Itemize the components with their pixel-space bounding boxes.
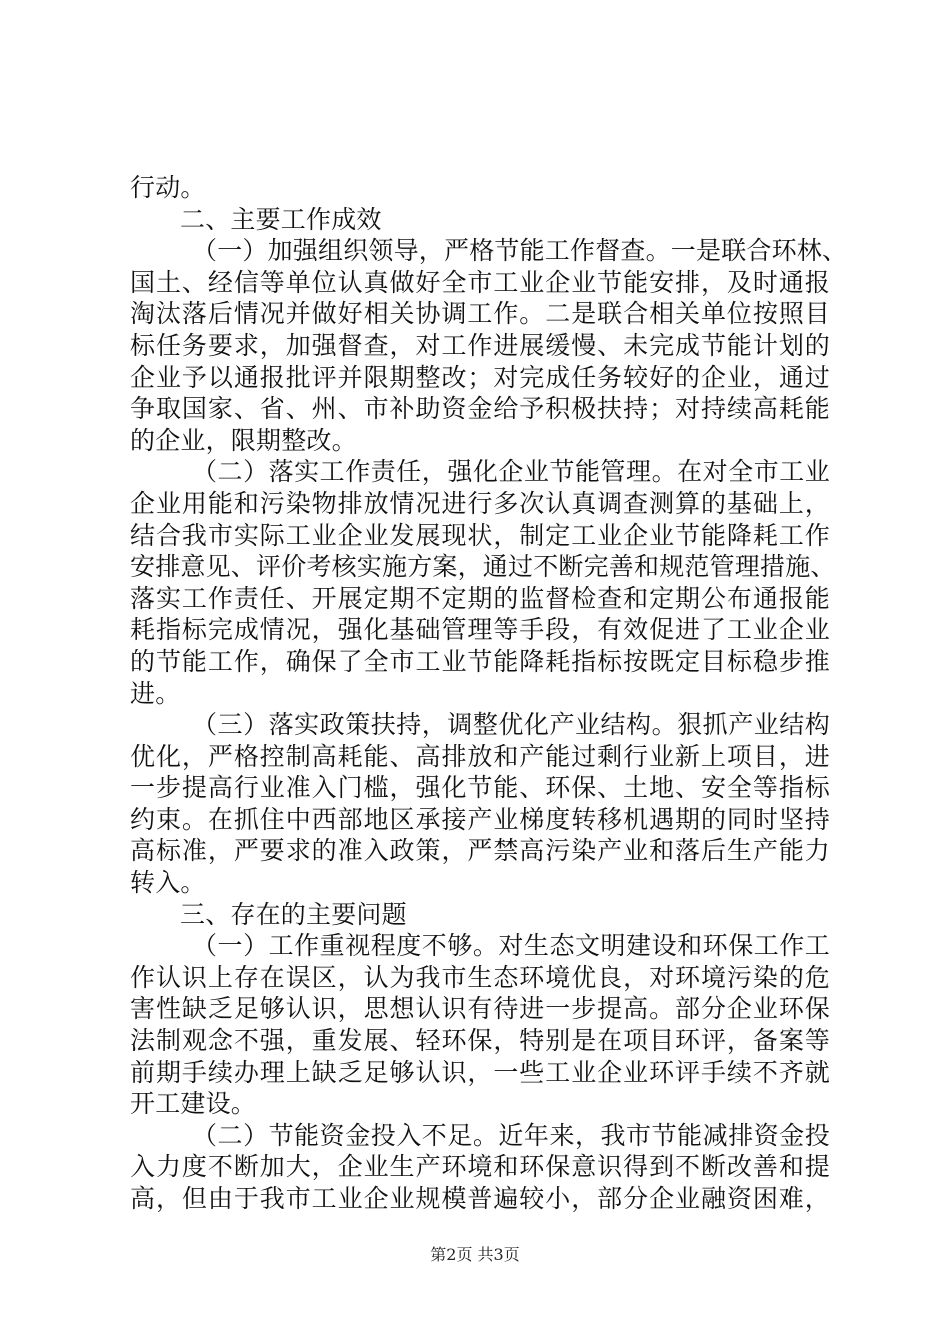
text-line: 的节能工作，确保了全市工业节能降耗指标按既定目标稳步推 <box>130 646 830 676</box>
text-line: 一步提高行业准入门槛，强化节能、环保、土地、安全等指标 <box>130 773 830 803</box>
text-line: 二、主要工作成效 <box>180 204 382 234</box>
text-line: （三）落实政策扶持，调整优化产业结构。狠抓产业结构 <box>192 710 830 740</box>
text-line: 进。 <box>130 678 181 708</box>
text-line: 结合我市实际工业企业发展现状，制定工业企业节能降耗工作 <box>130 520 830 550</box>
text-line: 国土、经信等单位认真做好全市工业企业节能安排，及时通报 <box>130 267 830 297</box>
text-line: （一）工作重视程度不够。对生态文明建设和环保工作工 <box>192 931 830 961</box>
text-line: 入力度不断加大，企业生产环境和环保意识得到不断改善和提 <box>130 1152 830 1182</box>
text-line: （一）加强组织领导，严格节能工作督查。一是联合环林、 <box>192 236 848 266</box>
text-line: 耗指标完成情况，强化基础管理等手段，有效促进了工业企业 <box>130 615 830 645</box>
text-line: 高标准，严要求的准入政策，严禁高污染产业和落后生产能力 <box>130 836 830 866</box>
text-line: 企业用能和污染物排放情况进行多次认真调查测算的基础上， <box>130 488 830 518</box>
text-line: 转入。 <box>130 868 206 898</box>
text-line: 三、存在的主要问题 <box>180 899 407 929</box>
page-footer: 第2页 共3页 <box>430 1245 520 1264</box>
text-line: 法制观念不强，重发展、轻环保，特别是在项目环评，备案等 <box>130 1026 830 1056</box>
text-line: （二）节能资金投入不足。近年来，我市节能减排资金投 <box>192 1120 830 1150</box>
text-line: 开工建设。 <box>130 1089 257 1119</box>
text-line: 优化，严格控制高耗能、高排放和产能过剩行业新上项目，进 <box>130 741 830 771</box>
text-line: 落实工作责任、开展定期不定期的监督检查和定期公布通报能 <box>130 583 830 613</box>
text-line: 行动。 <box>130 173 206 202</box>
text-line: 的企业，限期整改。 <box>130 425 357 455</box>
text-line: 安排意见、评价考核实施方案，通过不断完善和规范管理措施、 <box>130 552 836 582</box>
text-line: 高，但由于我市工业企业规模普遍较小，部分企业融资困难， <box>130 1184 830 1213</box>
text-line: 淘汰落后情况并做好相关协调工作。二是联合相关单位按照目 <box>130 299 830 329</box>
text-line: （二）落实工作责任，强化企业节能管理。在对全市工业 <box>192 457 830 487</box>
document-body <box>130 172 848 1215</box>
text-line: 企业予以通报批评并限期整改；对完成任务较好的企业，通过 <box>130 362 830 392</box>
text-line: 害性缺乏足够认识，思想认识有待进一步提高。部分企业环保 <box>130 994 830 1024</box>
text-line: 作认识上存在误区，认为我市生态环境优良，对环境污染的危 <box>130 962 830 992</box>
text-line: 标任务要求，加强督查，对工作进展缓慢、未完成节能计划的 <box>130 330 830 360</box>
text-line: 争取国家、省、州、市补助资金给予积极扶持；对持续高耗能 <box>130 394 830 424</box>
text-line: 前期手续办理上缺乏足够认识，一些工业企业环评手续不齐就 <box>130 1057 830 1087</box>
text-line: 约束。在抓住中西部地区承接产业梯度转移机遇期的同时坚持 <box>130 804 830 834</box>
